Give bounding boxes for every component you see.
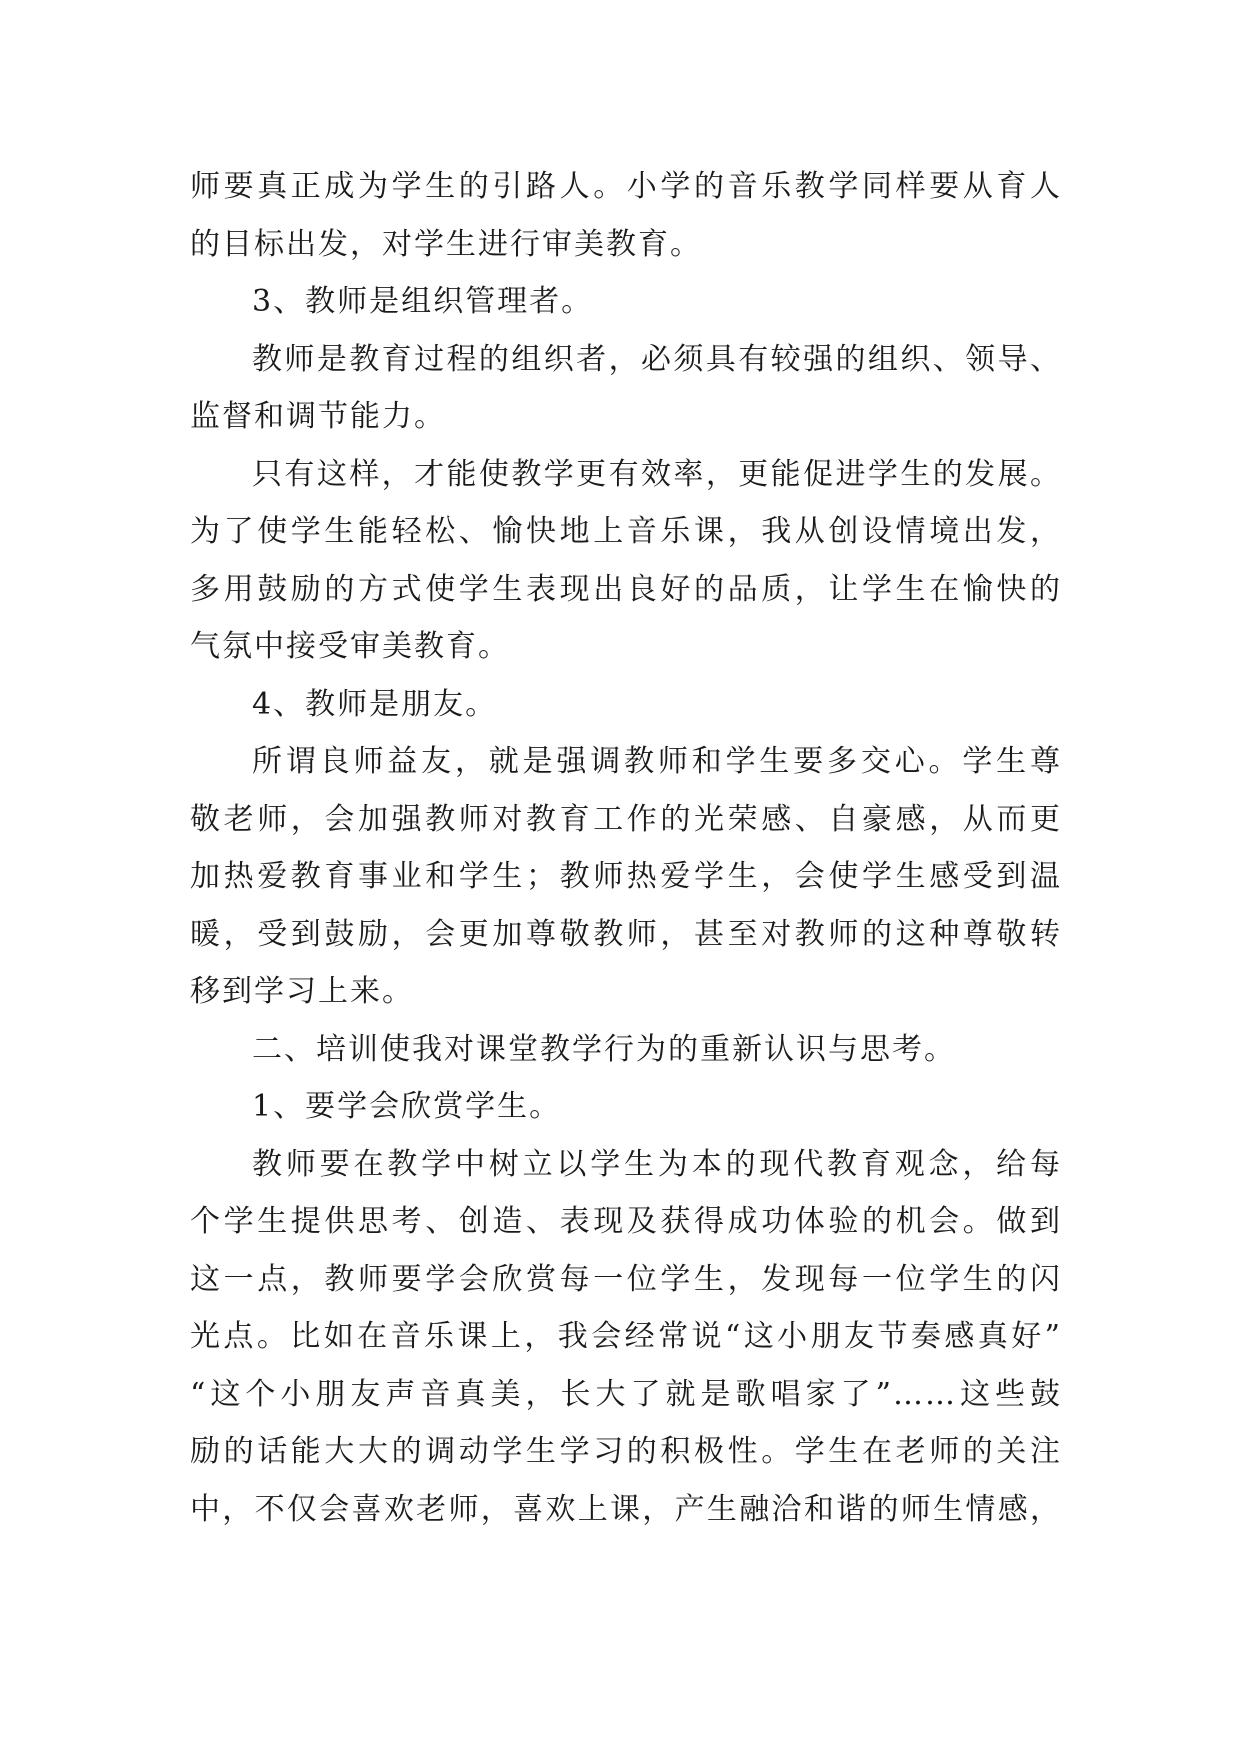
text-line: 监督和调节能力。 xyxy=(190,399,446,434)
text-line: 师要真正成为学生的引路人。小学的音乐教学同样要从育人 xyxy=(190,169,1062,204)
text-line: 1、要学会欣赏学生。 xyxy=(252,1089,562,1124)
text-line: 中，不仅会喜欢老师，喜欢上课，产生融洽和谐的师生情感， xyxy=(190,1491,1062,1527)
text-line: 敬老师，会加强教师对教育工作的光荣感、自豪感，从而更 xyxy=(190,801,1062,837)
text-line: 励的话能大大的调动学生学习的积极性。学生在老师的关注 xyxy=(190,1434,1062,1469)
text-line: 加热爱教育事业和学生；教师热爱学生，会使学生感受到温 xyxy=(190,859,1062,894)
text-line: 个学生提供思考、创造、表现及获得成功体验的机会。做到 xyxy=(190,1204,1062,1239)
text-line: 只有这样，才能使教学更有效率，更能促进学生的发展。 xyxy=(252,456,1062,492)
text-line: 多用鼓励的方式使学生表现出良好的品质，让学生在愉快的 xyxy=(190,571,1062,607)
text-line: 暖，受到鼓励，会更加尊敬教师，甚至对教师的这种尊敬转 xyxy=(190,916,1062,952)
text-line: 移到学习上来。 xyxy=(190,974,414,1009)
text-line: 所谓良师益友，就是强调教师和学生要多交心。学生尊 xyxy=(252,744,1062,779)
document-body xyxy=(190,158,1062,1538)
text-line: 二、培训使我对课堂教学行为的重新认识与思考。 xyxy=(252,1031,956,1067)
text-line: 光点。比如在音乐课上，我会经常说“这小朋友节奏感真好” xyxy=(190,1319,1062,1354)
text-line: 气氛中接受审美教育。 xyxy=(190,629,510,664)
text-line: 3、教师是组织管理者。 xyxy=(252,284,594,319)
text-line: “这个小朋友声音真美，长大了就是歌唱家了”……这些鼓 xyxy=(190,1376,1062,1412)
text-line: 这一点，教师要学会欣赏每一位学生，发现每一位学生的闪 xyxy=(190,1261,1062,1297)
text-line: 为了使学生能轻松、愉快地上音乐课，我从创设情境出发， xyxy=(190,514,1062,549)
text-line: 教师要在教学中树立以学生为本的现代教育观念，给每 xyxy=(252,1146,1062,1182)
text-line: 的目标出发，对学生进行审美教育。 xyxy=(190,226,702,262)
text-line: 4、教师是朋友。 xyxy=(252,686,498,722)
text-line: 教师是教育过程的组织者，必须具有较强的组织、领导、 xyxy=(252,341,1062,377)
